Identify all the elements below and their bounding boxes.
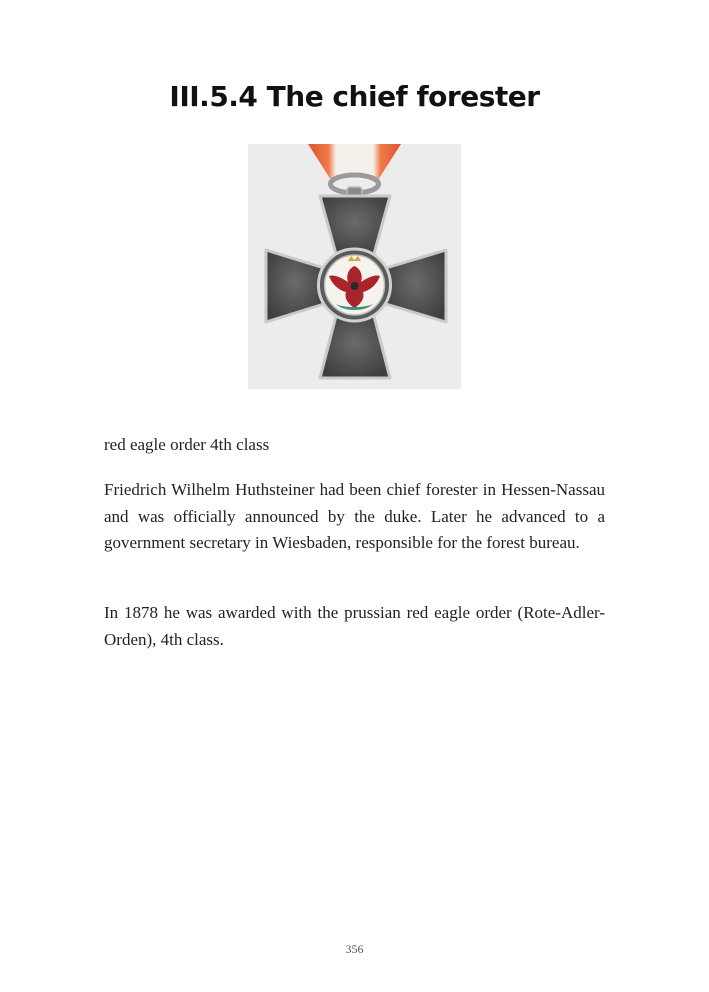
page-title: III.5.4 The chief forester: [169, 80, 540, 113]
medal-photo: [248, 144, 461, 389]
body-paragraph-2: In 1878 he was awarded with the prussian red eagle order (Rote-Adler-Orden), 4th class.: [104, 603, 605, 649]
image-caption: red eagle order 4th class: [104, 435, 270, 454]
red-eagle-order-medal-icon: [248, 144, 461, 389]
page-number: 356: [345, 942, 364, 956]
body-paragraph-1: Friedrich Wilhelm Huthsteiner had been chief forester in Hessen-Nassau and was officially announced by the duke. Later he advanced to a government secretary in Wiesbaden, responsible for the forest bureau.: [104, 480, 605, 552]
